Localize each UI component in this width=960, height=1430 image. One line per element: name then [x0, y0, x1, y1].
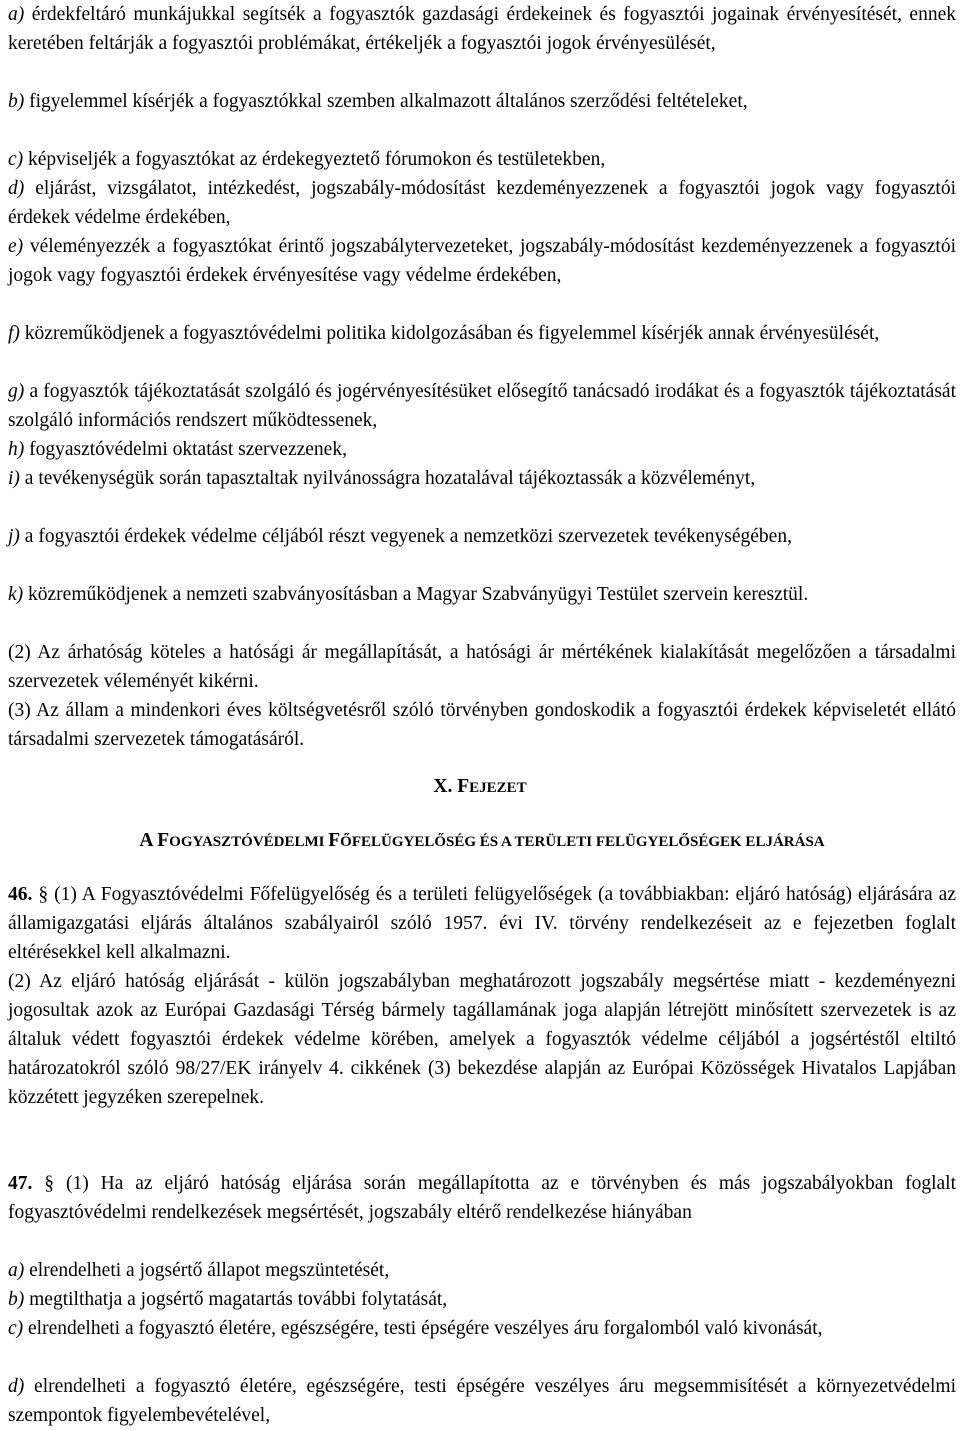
item-label: e) — [8, 236, 24, 257]
item-label: a) — [8, 1260, 25, 1281]
list-item-d — [8, 174, 956, 232]
list-item-b — [8, 87, 956, 116]
item-label: j) — [8, 526, 20, 547]
item-label: b) — [8, 91, 25, 112]
list-item-c — [8, 145, 956, 174]
item-text: a tevékenységük során tapasztaltak nyilvánosságra hozatalával tájékoztassák a közvéleményt, — [24, 468, 756, 489]
paragraph-3: (3) Az állam a mindenkori éves költségvetésről szóló törvényben gondoskodik a fogyasztói érdekek képviseletét ellátó társadalmi szervezetek támogatásáról. — [8, 700, 956, 750]
item-label: b) — [8, 1289, 25, 1310]
s47-item-c — [8, 1314, 956, 1343]
title-part: A F — [139, 830, 170, 851]
item-text: fogyasztóvédelmi oktatást szervezzenek, — [29, 439, 347, 460]
section-sign: § — [38, 884, 49, 905]
item-label: c) — [8, 1318, 24, 1339]
chapter-heading — [0, 772, 960, 803]
section-text: (1) A Fogyasztóvédelmi Főfelügyelőség és a területi felügyelőségek (a továbbiakban: eljáró hatóság) eljárására az államigazgatási eljárás általános szabályairól szóló 1957. évi IV. törvény rendelkezéseit az e fejezetben foglalt eltérésekkel kell alkalmazni. — [8, 884, 956, 963]
list-item-i — [8, 464, 956, 493]
item-text: elrendelheti a jogsértő állapot megszüntetését, — [29, 1260, 390, 1281]
item-label: i) — [8, 468, 20, 489]
title-part: ŐFELÜGYELŐSÉG ÉS A TERÜLETI FELÜGYELŐSÉGEK ELJÁRÁSA — [340, 834, 825, 850]
section-text: (1) Ha az eljáró hatóság eljárása során megállapította az e törvényben és más jogszabályokban foglalt fogyasztóvédelmi rendelkezések megsértését, jogszabály eltérő rendelkezése hiányában — [8, 1173, 957, 1223]
s47-item-b — [8, 1285, 956, 1314]
s47-item-a — [8, 1256, 956, 1285]
section-46-para-1 — [8, 880, 956, 967]
item-text: figyelemmel kísérjék a fogyasztókkal szemben alkalmazott általános szerződési feltételeket, — [29, 91, 748, 112]
item-text: közreműködjenek a nemzeti szabványosításban a Magyar Szabványügyi Testület szervein keresztül. — [28, 584, 809, 605]
item-label: f) — [8, 323, 20, 344]
s47-item-d — [8, 1372, 956, 1430]
section-sign: § — [44, 1173, 55, 1194]
list-item-j — [8, 522, 956, 551]
paragraph-2: (2) Az árhatóság köteles a hatósági ár megállapítását, a hatósági ár mértékének kialakítását megelőzően a társadalmi szervezetek véleményét kikérni. — [8, 642, 956, 692]
item-label: d) — [8, 178, 25, 199]
item-text: eljárást, vizsgálatot, intézkedést, jogszabály-módosítást kezdeményezzenek a fogyasztói jogok vagy fogyasztói érdekek védelme érdekében, — [8, 178, 957, 228]
title-part: OGYASZTÓVÉDELMI — [169, 834, 329, 850]
item-text: elrendelheti a fogyasztó életére, egészségére, testi épségére veszélyes áru forgalomból való kivonását, — [28, 1318, 823, 1339]
list-item-a — [8, 0, 956, 58]
section-47-para-1 — [8, 1169, 956, 1227]
item-label: h) — [8, 439, 25, 460]
item-text: érdekfeltáró munkájukkal segítsék a fogyasztók gazdasági érdekeinek és fogyasztói jogainak érvényesítését, ennek keretében feltárják a fogyasztói problémákat, értékeljék a fogyasztói jogok érvényesülését, — [8, 4, 956, 54]
chapter-num-a: X. F — [433, 776, 470, 797]
chapter-num-b: EJEZET — [469, 780, 527, 796]
item-label: k) — [8, 584, 24, 605]
title-part: F — [328, 830, 341, 851]
item-label: d) — [8, 1376, 25, 1397]
item-text: képviseljék a fogyasztókat az érdekegyeztető fórumokon és testületekben, — [28, 149, 606, 170]
item-label: c) — [8, 149, 24, 170]
section-number: 47. — [8, 1173, 33, 1194]
item-text: közreműködjenek a fogyasztóvédelmi politika kidolgozásában és figyelemmel kísérjék annak érvényesülését, — [24, 323, 880, 344]
item-text: a fogyasztók tájékoztatását szolgáló és jogérvényesítésüket elősegítő tanácsadó irodákat és a fogyasztók tájékoztatását szolgáló információs rendszert működtessenek, — [8, 381, 956, 431]
item-label: a) — [8, 4, 25, 25]
list-item-f — [8, 319, 956, 348]
list-item-k — [8, 580, 956, 609]
item-text: elrendelheti a fogyasztó életére, egészségére, testi épségére veszélyes áru megsemmisítését a környezetvédelmi szempontok figyelembevételével, — [8, 1376, 956, 1426]
list-item-h — [8, 435, 956, 464]
section-number: 46. — [8, 884, 33, 905]
list-item-g — [8, 377, 956, 435]
item-label: g) — [8, 381, 25, 402]
item-text: a fogyasztói érdekek védelme céljából részt vegyenek a nemzetközi szervezetek tevékenységében, — [24, 526, 792, 547]
item-text: megtilthatja a jogsértő magatartás további folytatását, — [29, 1289, 448, 1310]
section-46-para-2: (2) Az eljáró hatóság eljárását - külön jogszabályban meghatározott jogszabály megsértése miatt - kezdeményezni jogosultak azok az Európai Gazdasági Térség bármely tagállamának joga alapján létrejött minősített szervezetek is az általuk védett fogyasztói érdekek védelme körében, amelyek a fogyasztók védelme céljából a jogsértéstől eltiltó határozatokról szóló 98/27/EK irányelv 4. cikkének (3) bekezdése alapján az Európai Közösségek Hivatalos Lapjában közzétett jegyzéken szerepelnek. — [8, 971, 956, 1108]
chapter-title — [8, 826, 956, 857]
list-item-e — [8, 232, 956, 290]
item-text: véleményezzék a fogyasztókat érintő jogszabálytervezeteket, jogszabály-módosítást kezdeményezzenek a fogyasztói jogok vagy fogyasztói érdekek érvényesítése vagy védelme érdekében, — [8, 236, 957, 286]
